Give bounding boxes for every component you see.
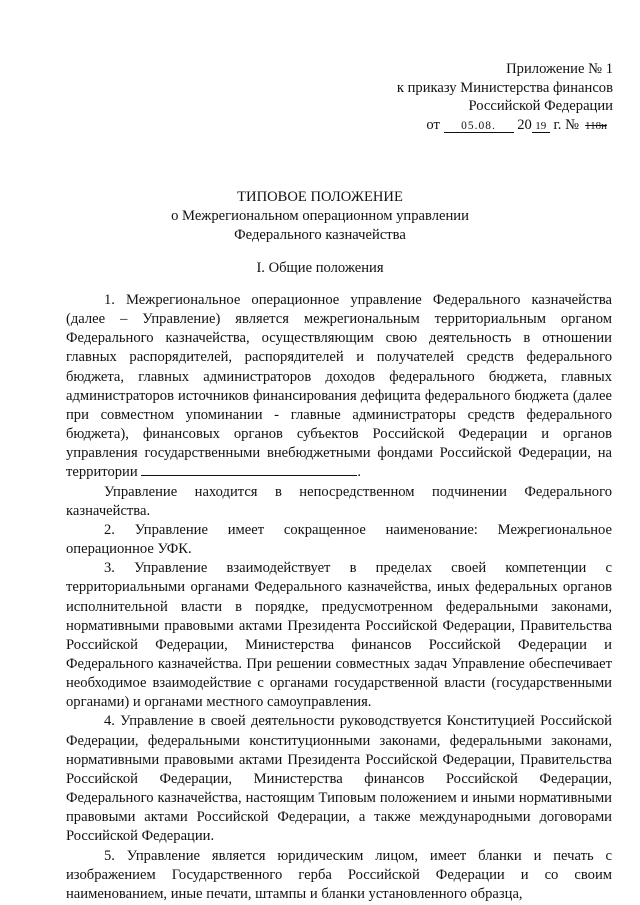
order-number: 118н	[585, 119, 607, 132]
document-subtitle-1: о Межрегиональном операционном управлении	[171, 208, 469, 224]
order-year: 19	[532, 120, 550, 133]
paragraph-1-text: 1. Межрегиональное операционное управление Федерального казначейства (далее – Управление) является межрегиональным территориальным органом Федерального казначейства, осуществляющим свою деятельность в отношении главных распорядителей, распорядителей и получателей средств федерального бюджета, главных администраторов доходов федерального бюджета, главных администраторов источников финансирования дефицита федерального бюджета (далее при совместном упоминании - главные администраторы средств федерального бюджета), финансовых органов субъектов Российской Федерации и органов управления государственными внебюджетными фондами Российской Федерации, на территории	[66, 292, 612, 481]
date-prefix: от	[426, 116, 440, 133]
document-title: ТИПОВОЕ ПОЛОЖЕНИЕ	[237, 189, 403, 205]
paragraph-1	[66, 291, 612, 483]
paragraph-2: Управление находится в непосредственном подчинении Федерального казначейства.	[66, 483, 612, 519]
appendix-header	[397, 60, 613, 134]
order-date: 05.08.	[444, 120, 514, 133]
paragraph-3: 2. Управление имеет сокращенное наименование: Межрегиональное операционное УФК.	[66, 521, 612, 558]
section-heading: I. Общие положения	[256, 260, 384, 276]
document-body	[66, 291, 612, 904]
paragraph-4: 3. Управление взаимодействует в пределах своей компетенции с территориальными органами Федерального казначейства, иных федеральных органов исполнительной власти в порядке, предусмотренном федеральными законами, нормативными правовыми актами Президента Российской Федерации, Правительства Российской Федерации, Министерства финансов Российской Федерации и Федерального казначейства. При решении совместных задач Управление обеспечивает необходимое взаимодействие с органами государственной власти (государственными органами) и органами местного самоуправления.	[66, 560, 612, 711]
paragraph-1-end: .	[357, 464, 361, 481]
document-subtitle-2: Федерального казначейства	[234, 227, 406, 243]
number-prefix: г. №	[553, 116, 579, 133]
order-date-line	[397, 116, 613, 135]
appendix-number: Приложение № 1	[506, 61, 613, 77]
ministry-country: Российской Федерации	[468, 98, 613, 115]
paragraph-6: 5. Управление является юридическим лицом, имеет бланки и печать с изображением Государственного герба Российской Федерации и со своим наименованием, иные печати, штампы и бланки установленного образца,	[66, 847, 612, 902]
year-prefix: 20	[517, 116, 532, 133]
territory-blank	[141, 463, 357, 476]
paragraph-5: 4. Управление в своей деятельности руководствуется Конституцией Российской Федерации, федеральными конституционными законами, федеральными законами, нормативными правовыми актами Президента Российской Федерации, Правительства Российской Федерации, Министерства финансов Российской Федерации, Федерального казначейства, настоящим Типовым положением и иными нормативными правовыми актами Российской Федерации, а также международными договорами Российской Федерации.	[66, 713, 612, 845]
order-reference: к приказу Министерства финансов	[396, 79, 613, 96]
